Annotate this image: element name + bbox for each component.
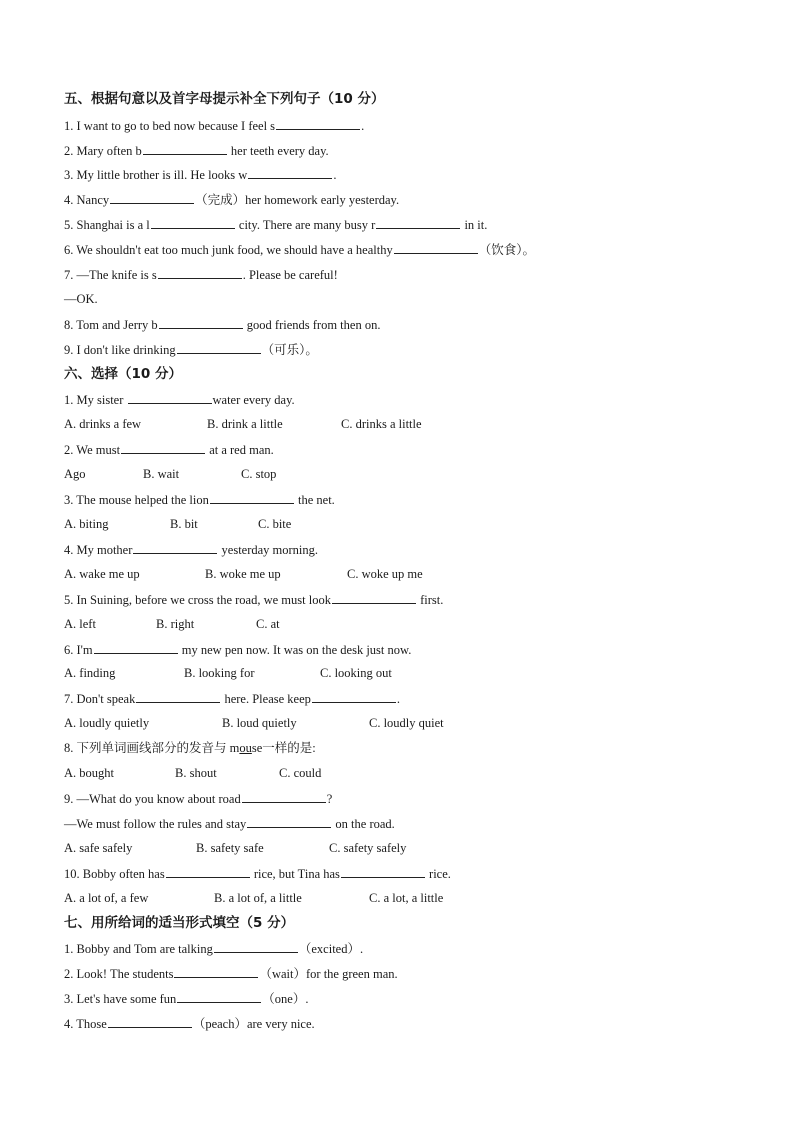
option-b[interactable]: B. bit — [170, 517, 198, 531]
answer-blank[interactable] — [110, 191, 194, 204]
option-a[interactable]: A. finding — [64, 666, 116, 680]
section-5-title: 五、根据句意以及首字母提示补全下列句子（10 分） — [64, 91, 385, 107]
text: ? — [326, 792, 333, 806]
text: 2. We must — [64, 443, 121, 457]
s6-question-3 — [64, 491, 335, 508]
text: 3. My little brother is ill. He looks w — [64, 168, 248, 182]
option-c[interactable]: C. bite — [258, 517, 292, 531]
answer-blank[interactable] — [158, 266, 242, 279]
option-a[interactable]: A. wake me up — [64, 567, 140, 581]
text: 4. My mother — [64, 543, 133, 557]
s6-question-9-options — [64, 840, 406, 856]
answer-blank[interactable] — [210, 491, 294, 504]
option-c[interactable]: C. a lot, a little — [369, 891, 444, 905]
answer-blank[interactable] — [133, 541, 217, 554]
text: . — [396, 692, 401, 706]
text: 10. Bobby often has — [64, 867, 165, 881]
s7-question-2 — [64, 965, 398, 982]
text: water every day. — [212, 393, 295, 407]
s5-question-5 — [64, 216, 487, 233]
option-c[interactable]: C. looking out — [320, 666, 392, 680]
section-6-title: 六、选择（10 分） — [64, 366, 182, 382]
s5-question-8 — [64, 316, 380, 333]
option-b[interactable]: B. wait — [143, 467, 180, 481]
text: city. There are many busy r — [235, 218, 376, 232]
text: 1. I want to go to bed now because I feel s — [64, 119, 276, 133]
option-a[interactable]: A. left — [64, 617, 96, 631]
text: on the road. — [332, 817, 395, 831]
option-b[interactable]: B. looking for — [184, 666, 255, 680]
text: 4. Those — [64, 1017, 107, 1031]
s6-question-1-options — [64, 416, 422, 432]
option-a[interactable]: A. bought — [64, 766, 114, 780]
text: first. — [416, 593, 444, 607]
option-c[interactable]: C. stop — [241, 467, 277, 481]
s6-question-6 — [64, 641, 411, 658]
s7-question-3 — [64, 990, 308, 1007]
answer-blank[interactable] — [166, 865, 250, 878]
underlined-letters: ou — [239, 741, 252, 755]
text: 2. Look! The students — [64, 967, 174, 981]
text: yesterday morning. — [218, 543, 319, 557]
text: 5. In Suining, before we cross the road, we must look — [64, 593, 331, 607]
text: 2. Mary often b — [64, 144, 142, 158]
answer-blank[interactable] — [94, 641, 178, 654]
text: . Please be careful! — [242, 268, 338, 282]
s5-question-3 — [64, 166, 336, 183]
answer-blank[interactable] — [214, 940, 298, 953]
text: 6. We shouldn't eat too much junk food, we should have a healthy — [64, 243, 393, 257]
s6-question-7 — [64, 690, 400, 707]
s6-question-5-options — [64, 616, 280, 632]
s5-question-4 — [64, 191, 399, 208]
text: rice, but Tina has — [250, 867, 340, 881]
answer-blank[interactable] — [174, 965, 258, 978]
answer-blank[interactable] — [332, 591, 416, 604]
answer-blank[interactable] — [248, 166, 332, 179]
text: （饮食）。 — [478, 243, 535, 257]
option-c[interactable]: C. drinks a little — [341, 417, 422, 431]
option-a[interactable]: A. loudly quietly — [64, 716, 150, 730]
text: se一样的是: — [251, 741, 316, 755]
text: （excited）. — [298, 942, 364, 956]
s6-question-1 — [64, 391, 295, 408]
text: in it. — [461, 218, 488, 232]
option-a[interactable]: A. biting — [64, 517, 109, 531]
option-b[interactable]: B. safety safe — [196, 841, 264, 855]
s7-question-4 — [64, 1015, 315, 1032]
text: 1. My sister — [64, 393, 127, 407]
s5-question-6 — [64, 241, 535, 258]
answer-blank[interactable] — [159, 316, 243, 329]
text: （可乐）。 — [261, 343, 318, 357]
text: good friends from then on. — [243, 318, 381, 332]
answer-blank[interactable] — [341, 865, 425, 878]
text: 3. The mouse helped the lion — [64, 493, 209, 507]
text: 1. Bobby and Tom are talking — [64, 942, 213, 956]
text: 9. —What do you know about road — [64, 792, 241, 806]
s6-question-10 — [64, 865, 451, 882]
text: . — [361, 119, 365, 133]
option-b[interactable]: B. drink a little — [207, 417, 283, 431]
s7-question-1 — [64, 940, 363, 957]
option-b[interactable]: B. loud quietly — [222, 716, 297, 730]
s5-question-7 — [64, 266, 338, 283]
text: 9. I don't like drinking — [64, 343, 176, 357]
text: 7. —The knife is s — [64, 268, 157, 282]
answer-blank[interactable] — [247, 815, 331, 828]
s5-question-9 — [64, 341, 318, 358]
answer-blank[interactable] — [108, 1015, 192, 1028]
text: . — [333, 168, 337, 182]
option-b[interactable]: B. woke me up — [205, 567, 281, 581]
answer-blank[interactable] — [276, 117, 360, 130]
s6-question-6-options — [64, 665, 392, 681]
s6-question-5 — [64, 591, 443, 608]
text: 8. Tom and Jerry b — [64, 318, 158, 332]
text: at a red man. — [206, 443, 274, 457]
s6-question-7-options — [64, 715, 444, 731]
answer-blank[interactable] — [143, 142, 227, 155]
text: 7. Don't speak — [64, 692, 136, 706]
s6-question-9-reply — [64, 815, 395, 832]
answer-blank[interactable] — [128, 391, 212, 404]
text: my new pen now. It was on the desk just now. — [178, 643, 412, 657]
text: her teeth every day. — [227, 144, 329, 158]
s6-question-10-options — [64, 890, 443, 906]
s6-question-4 — [64, 541, 318, 558]
answer-blank[interactable] — [136, 690, 220, 703]
text: 6. I'm — [64, 643, 93, 657]
text: rice. — [425, 867, 451, 881]
answer-blank[interactable] — [121, 441, 205, 454]
answer-blank[interactable] — [151, 216, 235, 229]
answer-blank[interactable] — [177, 341, 261, 354]
text: （one）. — [262, 992, 309, 1006]
text: 8. 下列单词画线部分的发音与 m — [64, 741, 240, 755]
answer-blank[interactable] — [394, 241, 478, 254]
option-c[interactable]: C. at — [256, 617, 280, 631]
s6-question-3-options — [64, 516, 291, 532]
text: （wait）for the green man. — [259, 967, 398, 981]
option-a[interactable]: A. drinks a few — [64, 417, 142, 431]
answer-blank[interactable] — [312, 690, 396, 703]
text: 5. Shanghai is a l — [64, 218, 150, 232]
text: the net. — [294, 493, 335, 507]
option-c[interactable]: C. could — [279, 766, 322, 780]
option-b[interactable]: B. right — [156, 617, 195, 631]
option-b[interactable]: B. a lot of, a little — [214, 891, 302, 905]
s5-question-7-reply: —OK. — [64, 292, 98, 306]
section-7-title: 七、用所给词的适当形式填空（5 分） — [64, 915, 295, 931]
option-a[interactable]: A. safe safely — [64, 841, 133, 855]
text: （peach）are very nice. — [192, 1017, 315, 1031]
answer-blank[interactable] — [242, 790, 326, 803]
s6-question-9 — [64, 790, 332, 807]
text: 4. Nancy — [64, 193, 110, 207]
s6-question-2 — [64, 441, 274, 458]
s6-question-4-options — [64, 566, 423, 582]
text: —We must follow the rules and stay — [64, 817, 247, 831]
text: here. Please keep — [221, 692, 311, 706]
option-c[interactable]: C. woke up me — [347, 567, 423, 581]
option-b[interactable]: B. shout — [175, 766, 217, 780]
s5-question-2 — [64, 142, 329, 159]
option-a[interactable]: A. a lot of, a few — [64, 891, 149, 905]
s5-question-1 — [64, 117, 364, 134]
option-c[interactable]: C. loudly quiet — [369, 716, 444, 730]
s6-question-8-options — [64, 765, 321, 781]
answer-blank[interactable] — [177, 990, 261, 1003]
option-a[interactable]: Ago — [64, 467, 86, 481]
text: 3. Let's have some fun — [64, 992, 177, 1006]
answer-blank[interactable] — [376, 216, 460, 229]
text: （完成）her homework early yesterday. — [195, 193, 400, 207]
s6-question-2-options — [64, 466, 276, 482]
option-c[interactable]: C. safety safely — [329, 841, 407, 855]
s6-question-8 — [64, 740, 316, 756]
